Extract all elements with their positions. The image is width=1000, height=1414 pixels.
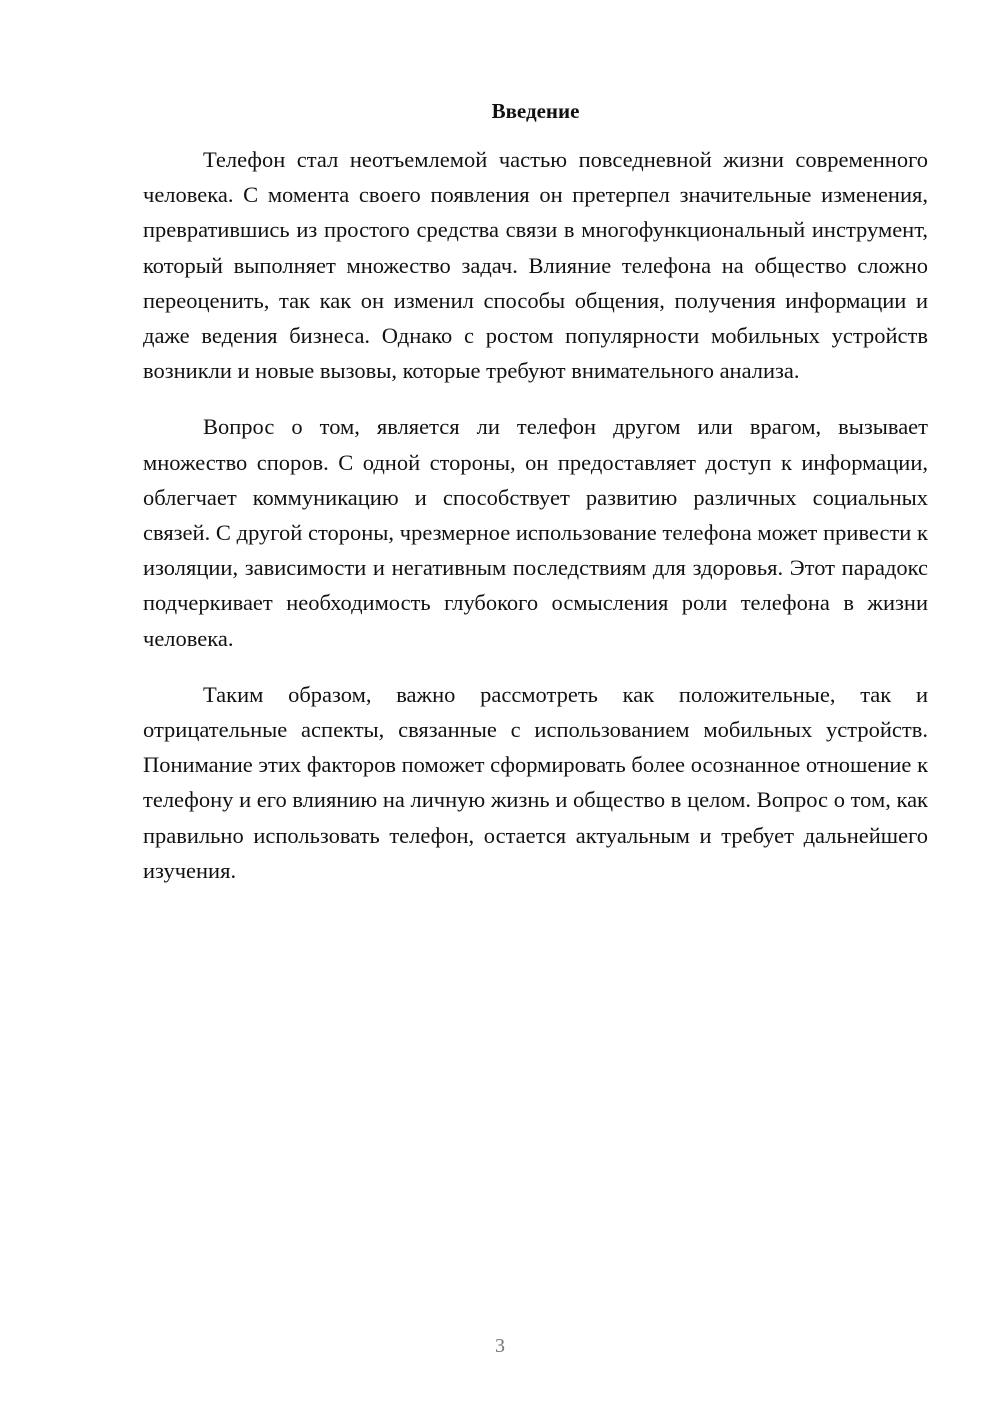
paragraph-3: Таким образом, важно рассмотреть как положительные, так и отрицательные аспекты, связанные с использованием мобильных устройств. Понимание этих факторов поможет сформировать более осознанное отношение к телефону и его влиянию на личную жизнь и общество в целом. Вопрос о том, как правильно использовать телефон, остается актуальным и требует дальнейшего изучения.: [143, 681, 928, 883]
paragraph-1: Телефон стал неотъемлемой частью повседневной жизни современного человека. С момента своего появления он претерпел значительные изменения, превратившись из простого средства связи в многофункциональный инструмент, который выполняет множество задач. Влияние телефона на общество сложно переоценить, так как он изменил способы общения, получения информации и даже ведения бизнеса. Однако с ростом популярности мобильных устройств возникли и новые вызовы, которые требуют внимательного анализа.: [143, 147, 928, 384]
page-number: 3: [495, 1335, 505, 1357]
paragraph-2: Вопрос о том, является ли телефон другом или врагом, вызывает множество споров. С одной стороны, он предоставляет доступ к информации, облегчает коммуникацию и способствует развитию различных социальных связей. С другой стороны, чрезмерное использование телефона может привести к изоляции, зависимости и негативным последствиям для здоровья. Этот парадокс подчеркивает необходимость глубокого осмысления роли телефона в жизни человека.: [143, 414, 928, 651]
section-heading: Введение: [491, 99, 580, 123]
page-content: [143, 96, 928, 909]
